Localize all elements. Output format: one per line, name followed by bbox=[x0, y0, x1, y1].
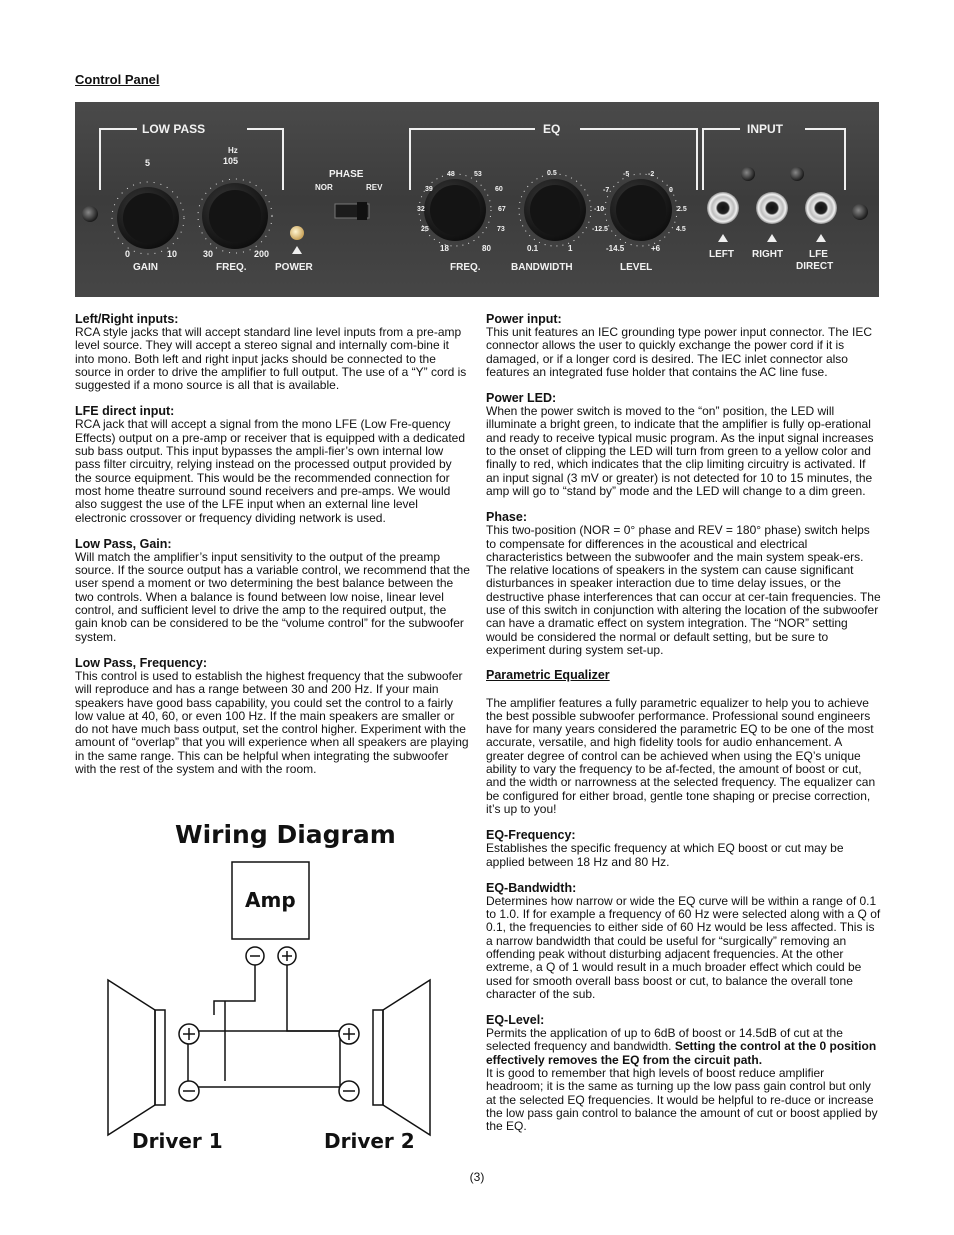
eq-freq-tick: 73 bbox=[497, 226, 505, 233]
screw-icon bbox=[852, 204, 868, 220]
section-eq-bandwidth bbox=[486, 881, 881, 1001]
eq-freq-tick: 67 bbox=[498, 206, 506, 213]
eq-freq-tick: 39 bbox=[425, 186, 433, 193]
lfe-rca-jack[interactable] bbox=[805, 192, 837, 224]
eq-level-text-2: It is good to remember that high levels of boost reduce amplifier headroom; it is the same as turning up the low pass gain control but only at the selected EQ frequencies. It would be helpful to re-duce or increase the low pass gain control to balance the amount of cut or boost applied by the EQ. bbox=[486, 1066, 878, 1134]
right-column bbox=[486, 312, 881, 1146]
eq-freq-tick: 25 bbox=[421, 226, 429, 233]
section-body: RCA style jacks that will accept standard line level inputs from a pre-amp level source. They will accept a stereo signal and internally com-bine it into mono. Both left and right input jacks should be connected to the source in order to drive the amplifier to full output. The use of a “Y” cord is suggested if a mono source is all that is available. bbox=[75, 325, 467, 393]
section-body: Will match the amplifier’s input sensitivity to the output of the preamp source. If the source output has a variable control, we recommend that the user spend a moment or two determining the best balance between the two controls. When a balance is found between low noise, linear level control, and sufficient level to drive the amp to the required output, the gain knob can be considered to be the “volume control” for the subwoofer system. bbox=[75, 549, 470, 644]
section-heading: Power LED: bbox=[486, 391, 557, 406]
section-body: When the power switch is moved to the “on” position, the LED will illuminate a bright green, to indicate that the amplifier is fully op-erational and ready to receive typical music program. As the input signal increases to the onset of clipping the LED will turn from green to a yellow color and finally to red, which indicates that the clip limiting circuitry is activated. If an input signal (3 mV or greater) is not detected for 10 to 15 minutes, the amp will go to “stand by” mode and the LED will change to a dim green. bbox=[486, 404, 874, 498]
gain-tick-10: 10 bbox=[167, 249, 178, 259]
freq-tick-105: 105 bbox=[223, 156, 239, 166]
section-body: The amplifier features a fully parametric equalizer to help you to achieve the best possible subwoofer performance. Professional sound engineers have for many years considered the parametric EQ to be one of the most accurate, versatile, and high fidelity tools for audio enhancement. A greater degree of control can be achieved when using the EQ’s unique ability to vary the frequency to be af-fected, the amount of boost or cut, and the width or narrowness at the selected frequency. The equalizer can be configured for either broad, gentle tone shaping or precise correction, it’s up to you! bbox=[486, 695, 876, 816]
section-heading: Low Pass, Frequency: bbox=[75, 655, 207, 670]
level-tick: -5 bbox=[623, 171, 630, 178]
bandwidth-label: BANDWIDTH bbox=[511, 262, 573, 273]
input-title: INPUT bbox=[747, 122, 783, 136]
freq-label: FREQ. bbox=[216, 262, 247, 273]
eq-freq-tick: 18 bbox=[440, 244, 449, 253]
section-eq-level bbox=[486, 1013, 881, 1133]
right-input-label: RIGHT bbox=[752, 249, 784, 260]
eq-freq-tick: 32 bbox=[417, 206, 425, 213]
power-led bbox=[290, 226, 304, 240]
level-tick: -10 bbox=[594, 206, 605, 213]
amp-label: Amp bbox=[245, 888, 296, 912]
left-input-label: LEFT bbox=[709, 249, 734, 260]
eq-freq-tick: 60 bbox=[495, 186, 503, 193]
level-tick: -2 bbox=[648, 171, 655, 178]
driver-1-speaker bbox=[108, 980, 165, 1135]
gain-tick-5: 5 bbox=[145, 158, 151, 168]
direct-input-label: DIRECT bbox=[796, 261, 834, 272]
section-lfe-direct-input bbox=[75, 404, 470, 524]
right-rca-jack[interactable] bbox=[756, 192, 788, 224]
section-parametric-intro bbox=[486, 697, 881, 817]
section-left-right-inputs bbox=[75, 312, 470, 392]
section-body: RCA jack that will accept a signal from the mono LFE (Low Fre-quency Effects) output on a pre-amp or receiver that is equipped with a dedicated sub bass output. This input bypasses the ampli-fier’s own internal low pass filter circuitry, relying instead on the processed output provided by the source equipment. This would be the recommended connection for most home theatre surround sound receivers and pre-amps. We would also suggest the use of the LFE input when an external line level electronic crossover or frequency dividing network is used. bbox=[75, 417, 466, 525]
phase-rev-label: REV bbox=[366, 183, 383, 192]
wiring-diagram-title: Wiring Diagram bbox=[175, 820, 396, 849]
section-heading: Left/Right inputs: bbox=[75, 312, 179, 326]
driver-2-speaker bbox=[373, 980, 430, 1135]
bandwidth-tick: 0.1 bbox=[527, 244, 539, 253]
eq-freq-tick: 48 bbox=[447, 171, 455, 178]
screw-icon bbox=[741, 167, 755, 181]
freq-tick-hz: Hz bbox=[228, 146, 238, 155]
phase-label: PHASE bbox=[329, 169, 364, 180]
section-heading: EQ-Level: bbox=[486, 1013, 545, 1028]
section-heading: Low Pass, Gain: bbox=[75, 536, 172, 551]
section-body bbox=[486, 1027, 881, 1133]
level-tick: 2.5 bbox=[677, 206, 687, 213]
phase-nor-label: NOR bbox=[315, 183, 333, 192]
left-rca-jack[interactable] bbox=[707, 192, 739, 224]
driver-2-label: Driver 2 bbox=[324, 1129, 415, 1153]
section-heading: Phase: bbox=[486, 510, 527, 525]
screw-icon bbox=[82, 206, 98, 222]
bandwidth-tick: 0.5 bbox=[547, 170, 557, 177]
section-body: Establishes the specific frequency at which EQ boost or cut may be applied between 18 Hz and 80 Hz. bbox=[486, 841, 844, 869]
section-body: This two-position (NOR = 0° phase and REV = 180° phase) switch helps to compensate for differences in the acoustical and electrical characteristics between the subwoofer and the main system speak-ers. The relative locations of speakers in the system can cause significant disturbances in speaker interaction due to time delay issues, or the destructive phase interferences that can occur at cer-tain frequencies. The use of this switch in conjunction with altering the location of the subwoofer can have a dramatic effect on system integration. The “NOR” setting would be considered the normal or default setting, but be sure to experiment during system set-up. bbox=[486, 523, 881, 657]
section-heading: Power input: bbox=[486, 312, 562, 326]
lfe-input-label: LFE bbox=[809, 249, 828, 260]
section-body: This control is used to establish the highest frequency that the subwoofer will reproduce and has a range between 30 and 200 Hz. If your main speakers have good bass capability, you could set the control to a fairly low value at 40, 60, or even 100 Hz. If the main speakers are smaller or do not have much bass output, set the control higher. Experiment with the amount of “overlap” that you will experience when all speakers are playing in the same range. This can be helpful when integrating the subwoofer with the rest of the system and with the room. bbox=[75, 668, 469, 777]
level-tick: 4.5 bbox=[676, 226, 686, 233]
left-column bbox=[75, 312, 470, 788]
driver-1-label: Driver 1 bbox=[132, 1129, 223, 1153]
section-body: This unit features an IEC grounding type power input connector. The IEC connector allows the user to quickly exchange the power cord if it is damaged, or if a longer cord is desired. The IEC inlet connector also features an integrated fuse holder that contains the AC line fuse. bbox=[486, 325, 873, 379]
freq-tick-30: 30 bbox=[203, 249, 214, 259]
level-tick: -7 bbox=[603, 187, 610, 194]
low-pass-title: LOW PASS bbox=[142, 122, 206, 136]
section-heading-control-panel: Control Panel bbox=[75, 72, 160, 87]
level-tick: -12.5 bbox=[592, 226, 608, 233]
bandwidth-tick: 1 bbox=[568, 244, 573, 253]
section-power-led bbox=[486, 391, 881, 498]
section-eq-frequency bbox=[486, 828, 881, 869]
level-tick: -14.5 bbox=[606, 244, 625, 253]
eq-level-bold-text: Setting the control at the 0 position effectively removes the EQ from the circuit path. bbox=[486, 1039, 877, 1067]
eq-level-text: Permits the application of up to 6dB of boost or 14.5dB of cut at the selected frequency and bandwidth. bbox=[486, 1026, 843, 1054]
section-power-input bbox=[486, 312, 881, 379]
parametric-equalizer-heading: Parametric Equalizer bbox=[486, 668, 610, 683]
freq-tick-200: 200 bbox=[254, 249, 270, 259]
eq-title: EQ bbox=[543, 122, 561, 136]
section-heading: LFE direct input: bbox=[75, 404, 175, 419]
section-low-pass-frequency bbox=[75, 656, 470, 776]
section-body: Determines how narrow or wide the EQ curve will be within a range of 0.1 to 1.0. If for example a frequency of 60 Hz were selected along with a Q of 0.1, the frequencies to either side of 60 Hz would be less affected. This is a narrow bandwidth that could be useful for “surgically” removing an offending peak without disturbing adjacent frequencies. At the other extreme, a Q of 1 would result in a much broader effect which could be used for smooth overall bass boost or cut, to balance the overall tone character of the sub. bbox=[486, 893, 881, 1001]
level-label: LEVEL bbox=[620, 262, 653, 273]
eq-freq-tick: 80 bbox=[482, 244, 491, 253]
section-heading: EQ-Frequency: bbox=[486, 828, 576, 843]
level-tick: 0 bbox=[669, 187, 673, 194]
control-panel-photo bbox=[75, 102, 879, 297]
section-low-pass-gain bbox=[75, 537, 470, 644]
gain-label: GAIN bbox=[133, 262, 158, 273]
eq-freq-tick: 53 bbox=[474, 171, 482, 178]
wiring-diagram bbox=[100, 815, 445, 1160]
section-heading: EQ-Bandwidth: bbox=[486, 880, 577, 895]
level-tick: +6 bbox=[651, 244, 661, 253]
power-label: POWER bbox=[275, 262, 313, 273]
eq-freq-label: FREQ. bbox=[450, 262, 481, 273]
gain-tick-0: 0 bbox=[125, 249, 131, 259]
screw-icon bbox=[790, 167, 804, 181]
section-phase bbox=[486, 510, 881, 657]
page-number: (3) bbox=[469, 1170, 485, 1184]
